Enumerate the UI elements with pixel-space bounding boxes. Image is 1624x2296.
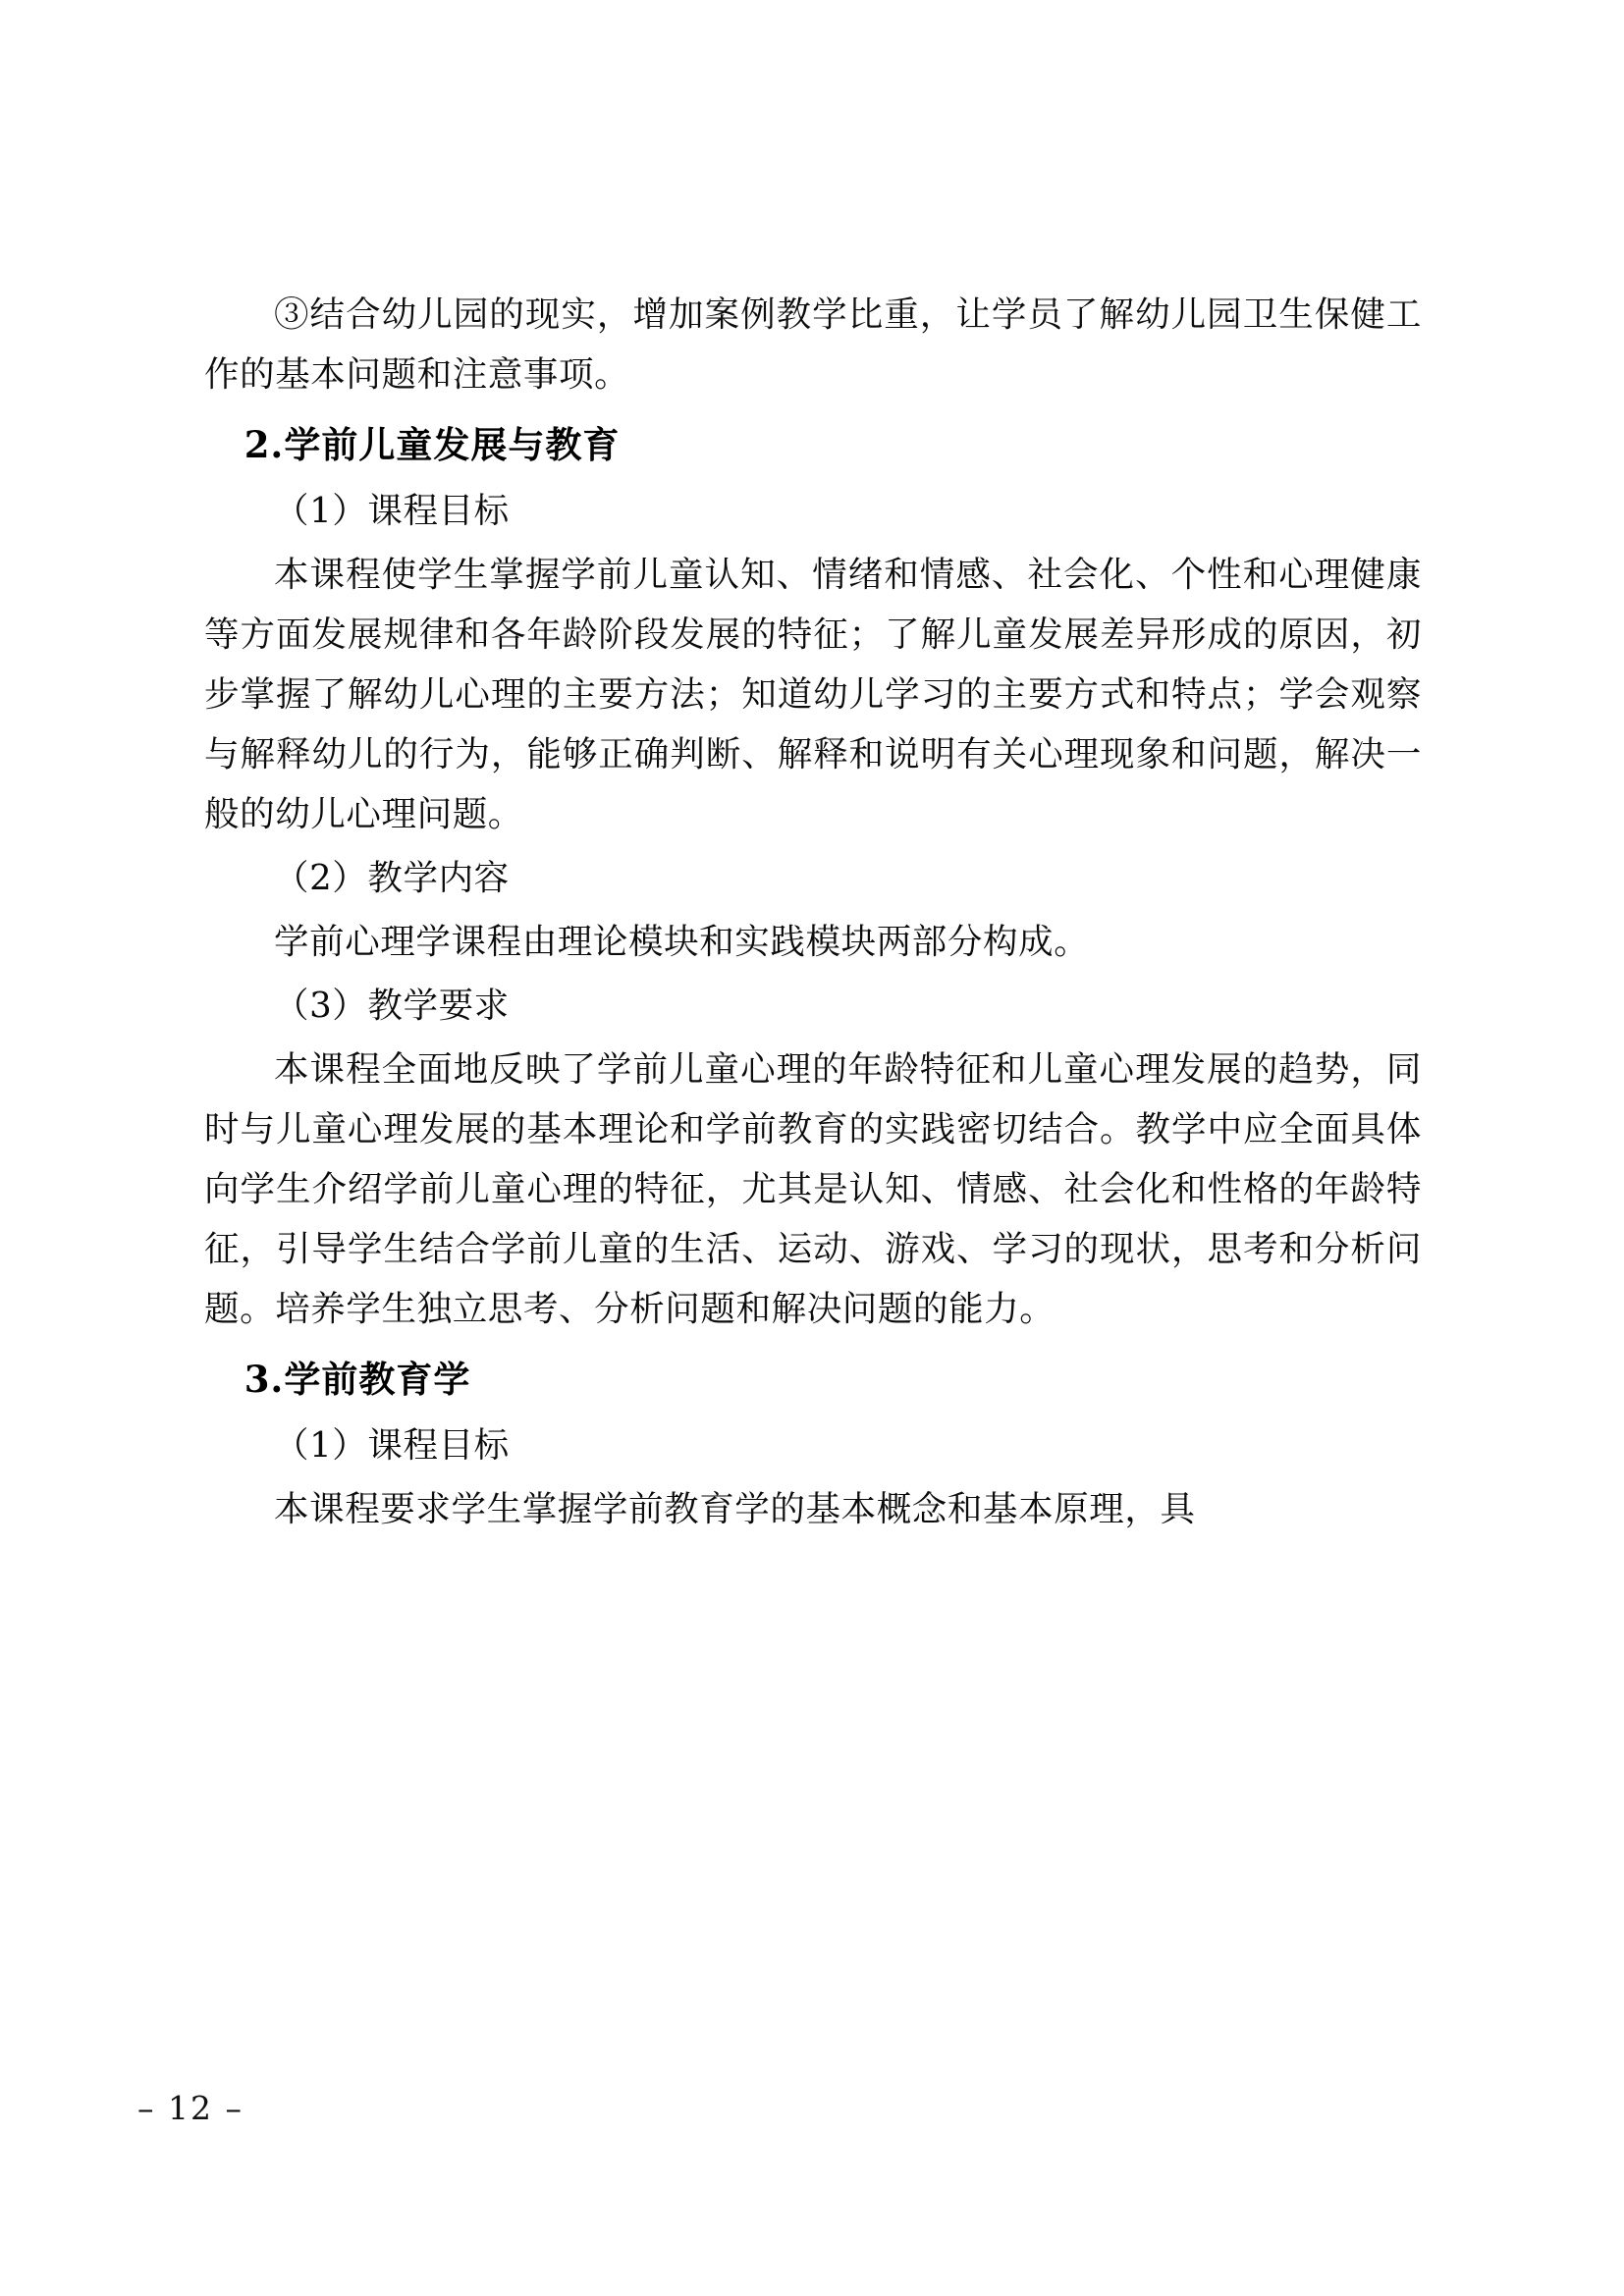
subsection-course-objective-2-1: （1）课程目标 bbox=[274, 490, 510, 531]
subsection-course-objective-3-1: （1）课程目标 bbox=[274, 1425, 510, 1466]
paragraph-item-3: ③结合幼儿园的现实，增加案例教学比重，让学员了解幼儿园卫生保健工作的基本问题和注意事项。 bbox=[204, 294, 1422, 396]
paragraph-course-objective-body-2: 本课程使学生掌握学前儿童认知、情绪和情感、社会化、个性和心理健康等方面发展规律和各年龄阶段发展的特征；了解儿童发展差异形成的原因，初步掌握了解幼儿心理的主要方法；知道幼儿学习的主要方式和特点；学会观察与解释幼儿的行为，能够正确判断、解释和说明有关心理现象和问题，解决一般的幼儿心理问题。 bbox=[204, 554, 1422, 834]
section-heading-3: 3.学前教育学 bbox=[244, 1358, 471, 1402]
paragraph-teaching-content-body-2: 学前心理学课程由理论模块和实践模块两部分构成。 bbox=[274, 922, 1090, 963]
page-content bbox=[204, 285, 1422, 1543]
paragraph-teaching-requirement-body-2: 本课程全面地反映了学前儿童心理的年龄特征和儿童心理发展的趋势，同时与儿童心理发展的基本理论和学前教育的实践密切结合。教学中应全面具体向学生介绍学前儿童心理的特征，尤其是认知、情感、社会化和性格的年龄特征，引导学生结合学前儿童的生活、运动、游戏、学习的现状，思考和分析问题。培养学生独立思考、分析问题和解决问题的能力。 bbox=[204, 1049, 1422, 1330]
paragraph-course-objective-body-3: 本课程要求学生掌握学前教育学的基本概念和基本原理，具 bbox=[274, 1489, 1196, 1530]
section-heading-2: 2.学前儿童发展与教育 bbox=[244, 423, 621, 467]
subsection-teaching-content-2-2: （2）教学内容 bbox=[274, 858, 510, 898]
subsection-teaching-requirement-2-3: （3）教学要求 bbox=[274, 986, 510, 1027]
page-number: – 12 – bbox=[137, 2089, 244, 2127]
